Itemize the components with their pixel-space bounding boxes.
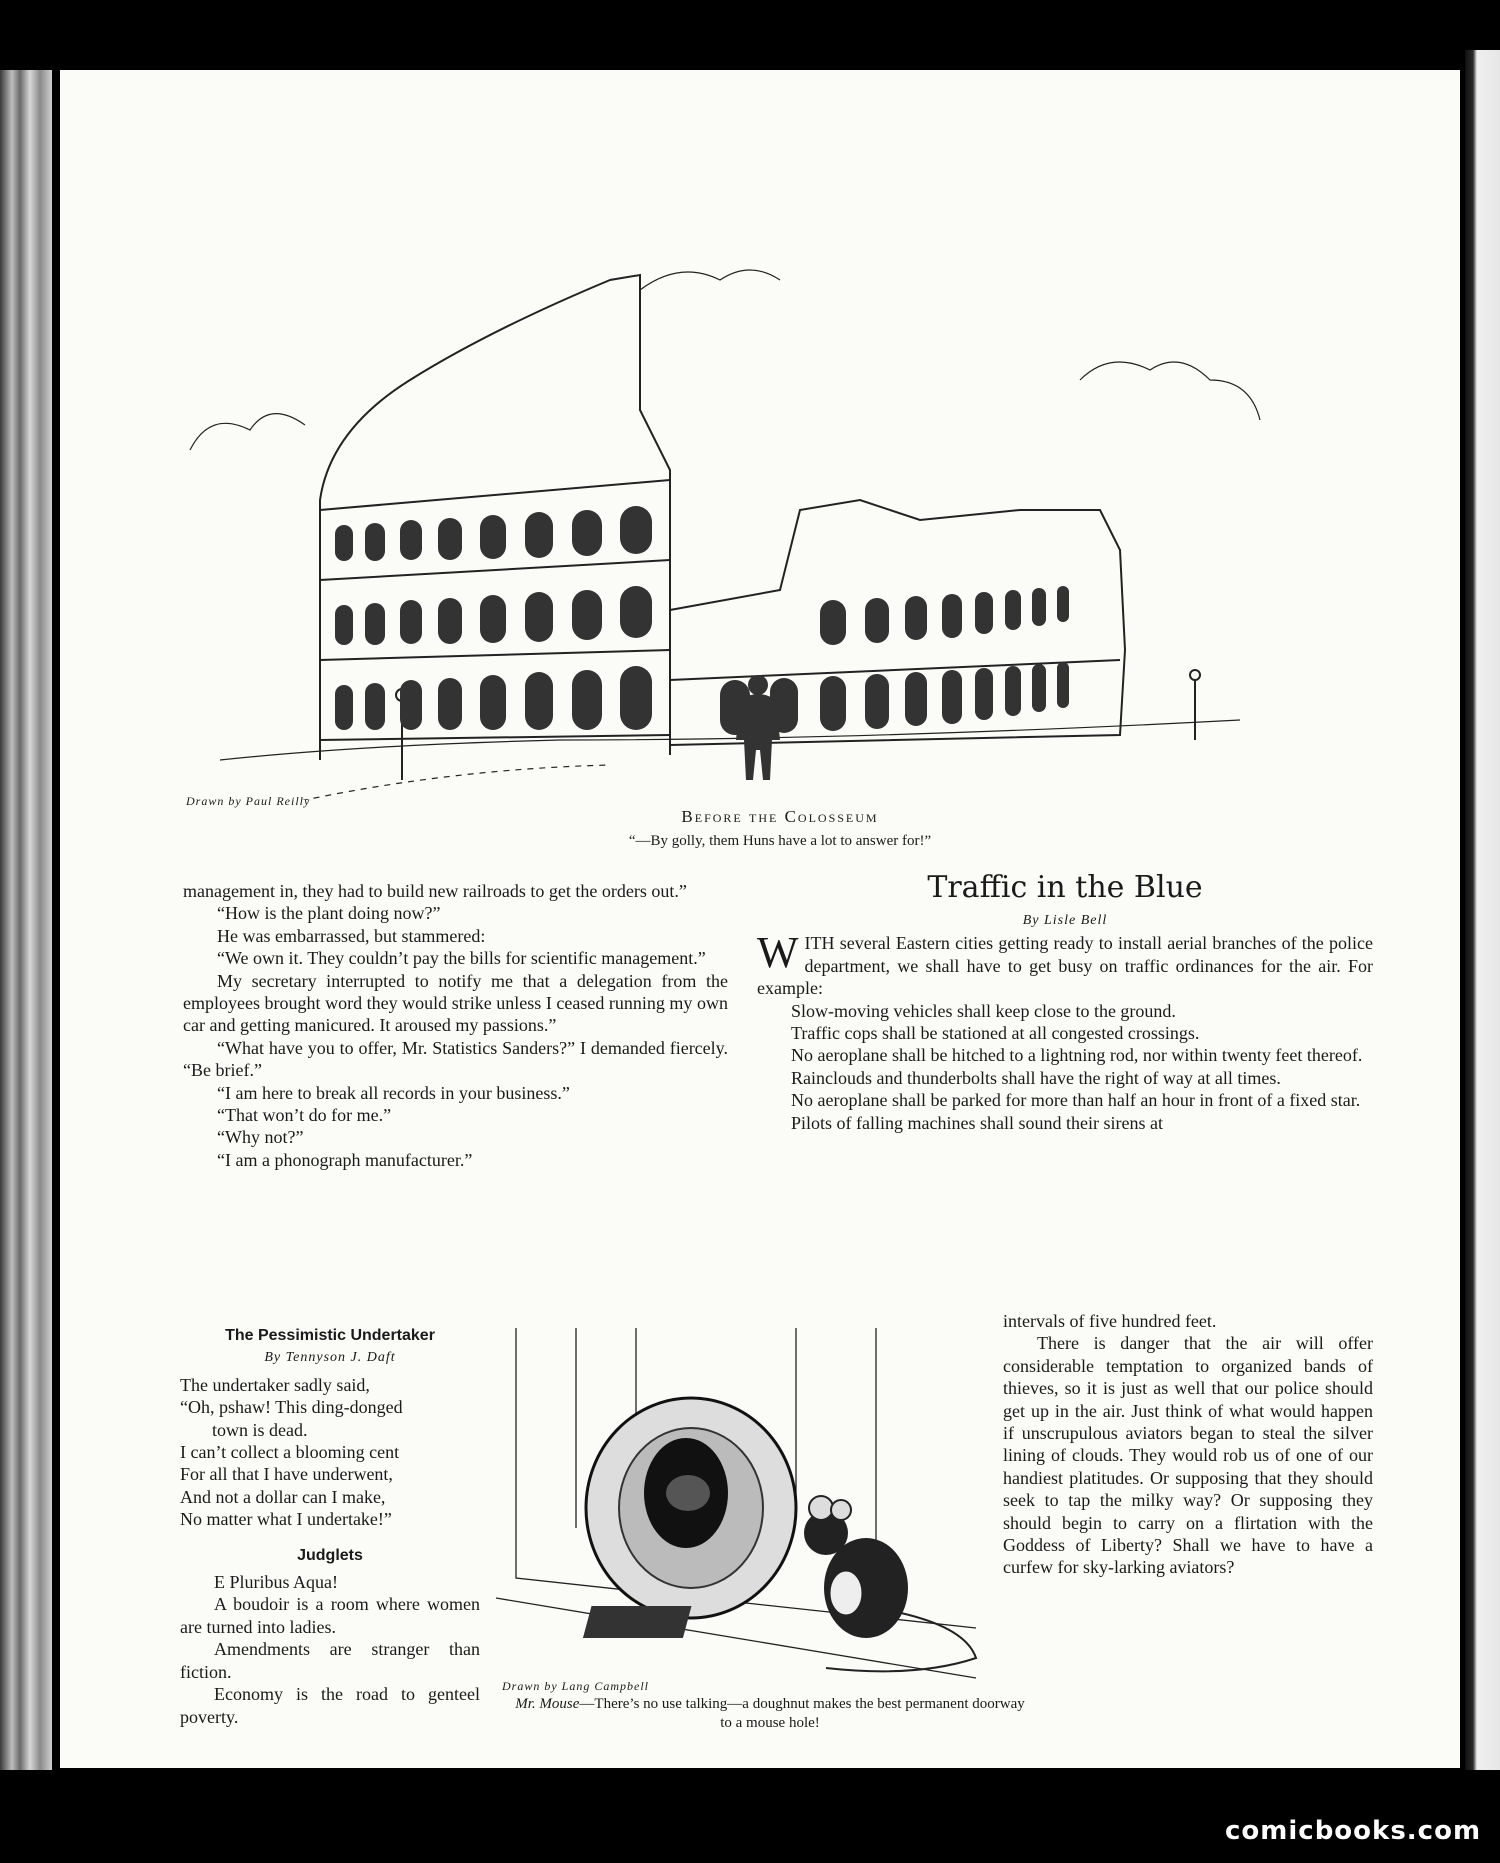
article-title: Traffic in the Blue <box>927 870 1203 905</box>
book-binding-left <box>0 70 52 1770</box>
left-column-text <box>183 880 728 1171</box>
article-first-paragraph: ITH several Eastern cities getting ready to install aerial branches of the police department, we shall have to get busy on traffic ordinances for the air. For example: <box>757 933 1373 999</box>
poem-line: No matter what I undertake!” <box>180 1509 392 1530</box>
poem-byline: By Tennyson J. Daft <box>264 1350 396 1366</box>
poem-line: The undertaker sadly said, <box>180 1374 370 1395</box>
left-column-paragraph: “I am a phonograph manufacturer.” <box>217 1149 473 1170</box>
judglet-item: E Pluribus Aqua! <box>214 1572 338 1593</box>
article-paragraph: Traffic cops shall be stationed at all congested crossings. <box>791 1023 1200 1044</box>
poem-line: For all that I have underwent, <box>180 1464 393 1485</box>
left-column-paragraph: “We own it. They couldn’t pay the bills for scientific management.” <box>217 948 706 969</box>
mouse-illustration-credit: Drawn by Lang Campbell <box>502 1679 650 1693</box>
article-byline: By Lisle Bell <box>1022 913 1108 928</box>
left-column-paragraph: He was embarrassed, but stammered: <box>217 925 486 946</box>
poem-line: town is dead. <box>212 1419 308 1440</box>
article-narrow-paragraph: There is danger that the air will offer considerable temptation to organized bands of thieves, so it is just as well that our police should get up in the air. Just think of what would happen if unscrupulous aviators began to steal the silver lining of clouds. They would rob us of one of our handiest platitudes. Or supposing that they should seek to tap the milky way? Or supposing they should begin to carry on a flirtation with the Goddess of Liberty? Shall we have to have a curfew for sky-larking aviators? <box>1003 1333 1373 1578</box>
mouse-caption-text: —There’s no use talking—a doughnut makes the best permanent doorway to a mouse hole! <box>579 1696 1025 1731</box>
left-column-paragraph: management in, they had to build new railroads to get the orders out.” <box>183 881 687 901</box>
illustration-title: Before the Colosseum <box>681 807 879 826</box>
poem-line: “Oh, pshaw! This ding-donged <box>180 1397 403 1418</box>
book-binding-right <box>1465 50 1500 1770</box>
article-narrow-paragraph: intervals of five hundred feet. <box>1003 1311 1217 1331</box>
poem-line: And not a dollar can I make, <box>180 1486 386 1507</box>
judglets-items <box>180 1571 480 1728</box>
colosseum-illustration <box>160 180 1380 800</box>
mouse-caption <box>510 1695 1030 1733</box>
left-column-paragraph: “Why not?” <box>217 1127 304 1148</box>
article-paragraph: No aeroplane shall be parked for more than half an hour in front of a fixed star. <box>791 1090 1361 1111</box>
poem-section <box>180 1325 480 1728</box>
article-paragraph: No aeroplane shall be hitched to a lightning rod, nor within twenty feet thereof. <box>791 1045 1363 1066</box>
left-column-paragraph: “What have you to offer, Mr. Statistics Sanders?” I demanded fiercely. “Be brief.” <box>183 1037 728 1081</box>
poem-line: I can’t collect a blooming cent <box>180 1442 400 1463</box>
article-paragraph: Slow-moving vehicles shall keep close to the ground. <box>791 1000 1176 1021</box>
left-column-paragraph: “How is the plant doing now?” <box>217 903 441 924</box>
judglet-item: Amendments are stranger than fiction. <box>180 1639 480 1682</box>
poem-lines <box>180 1374 480 1531</box>
site-watermark: comicbooks.com <box>1225 1816 1482 1846</box>
judglets-title: Judglets <box>297 1546 363 1564</box>
article-paragraph: Rainclouds and thunderbolts shall have the right of way at all times. <box>791 1067 1281 1088</box>
poem-title: The Pessimistic Undertaker <box>225 1327 435 1344</box>
drop-cap: W <box>757 928 799 978</box>
left-column-paragraph: My secretary interrupted to notify me that a delegation from the employees brought word they would strike unless I ceased running my own car and getting manicured. It aroused my passions.” <box>183 970 728 1036</box>
mouse-illustration <box>496 1328 996 1680</box>
illustration-quote: “—By golly, them Huns have a lot to answer for!” <box>628 833 932 849</box>
illustration-credit: Drawn by Paul Reilly <box>186 794 311 808</box>
mouse-caption-name: Mr. Mouse <box>515 1696 580 1712</box>
article-paragraph: Pilots of falling machines shall sound their sirens at <box>791 1112 1163 1133</box>
judglet-item: A boudoir is a room where women are turned into ladies. <box>180 1594 480 1637</box>
judglet-item: Economy is the road to genteel poverty. <box>180 1684 480 1727</box>
article-paragraphs <box>757 1000 1373 1134</box>
magazine-page <box>60 70 1460 1768</box>
article-traffic-in-the-blue <box>757 870 1373 1134</box>
left-column-paragraph: “That won’t do for me.” <box>217 1105 392 1126</box>
article-narrow-column <box>1003 1310 1373 1579</box>
left-column-paragraph: “I am here to break all records in your business.” <box>217 1082 570 1103</box>
